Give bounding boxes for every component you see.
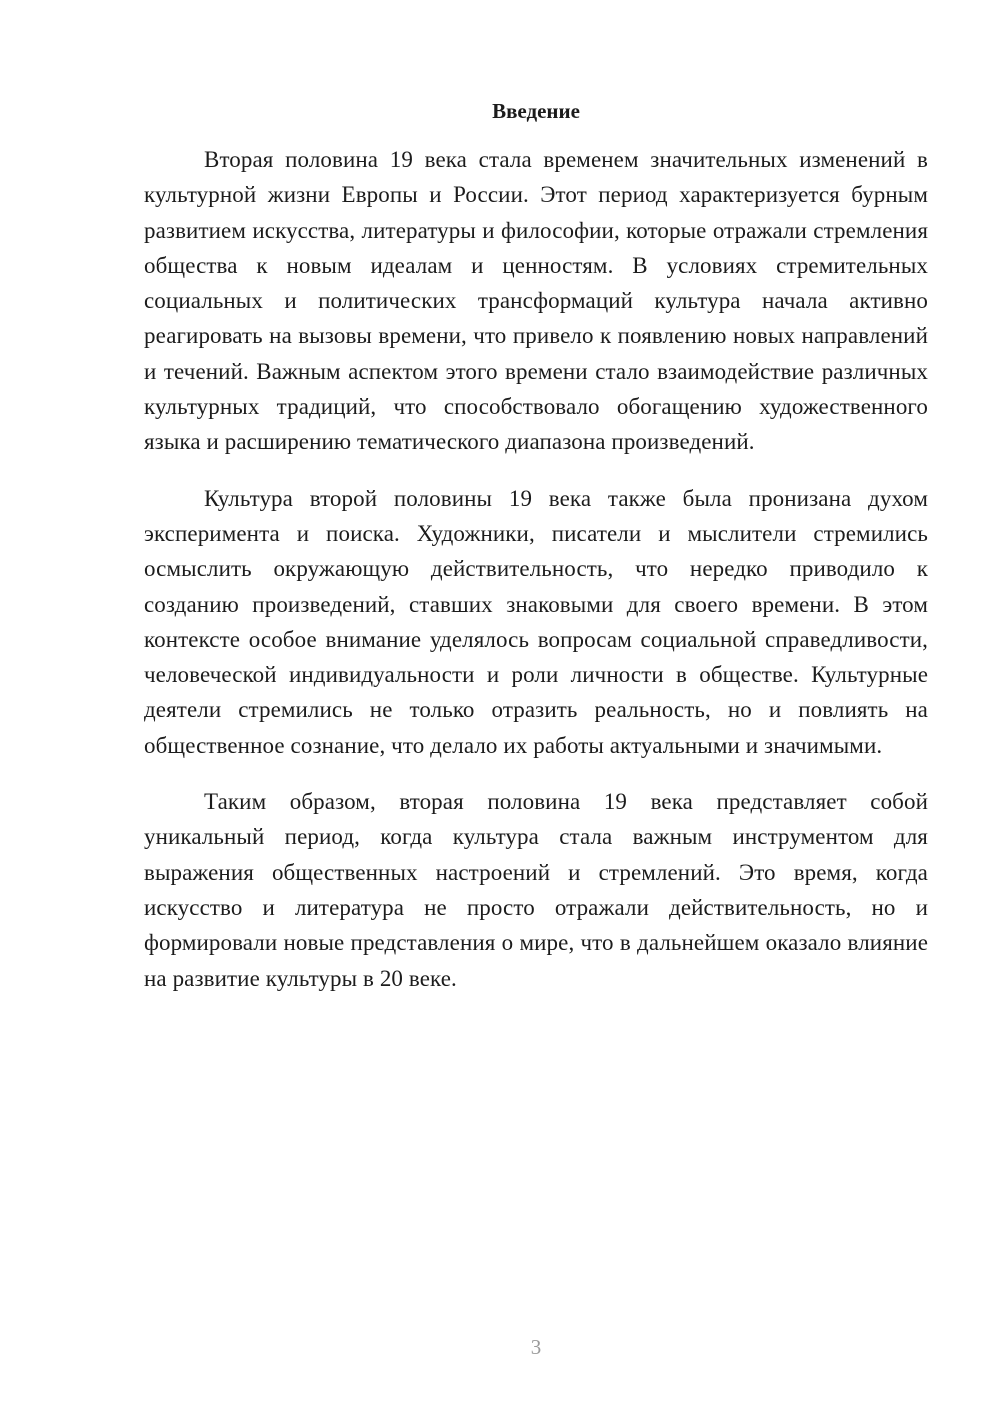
page-number: 3 xyxy=(530,1335,542,1359)
section-heading: Введение xyxy=(492,99,580,123)
document-body xyxy=(144,142,928,1017)
paragraph-2: Культура второй половины 19 века также была пронизана духом эксперимента и поиска. Художники, писатели и мыслители стремились осмыслить окружающую действительность, что нередко приводило к созданию произведений, ставших знаковыми для своего времени. В этом контексте особое внимание уделялось вопросам социальной справедливости, человеческой индивидуальности и роли личности в обществе. Культурные деятели стремились не только отразить реальность, но и повлиять на общественное сознание, что делало их работы актуальными и значимыми. xyxy=(144,485,928,758)
paragraph-3: Таким образом, вторая половина 19 века представляет собой уникальный период, когда культура стала важным инструментом для выражения общественных настроений и стремлений. Это время, когда искусство и литература не просто отражали действительность, но и формировали новые представления о мире, что в дальнейшем оказало влияние на развитие культуры в 20 веке. xyxy=(144,789,928,991)
paragraph-1: Вторая половина 19 века стала временем значительных изменений в культурной жизни Европы и России. Этот период характеризуется бурным развитием искусства, литературы и философии, которые отражали стремления общества к новым идеалам и ценностям. В условиях стремительных социальных и политических трансформаций культура начала активно реагировать на вызовы времени, что привело к появлению новых направлений и течений. Важным аспектом этого времени стало взаимодействие различных культурных традиций, что способствовало обогащению художественного языка и расширению тематического диапазона произведений. xyxy=(144,147,928,455)
